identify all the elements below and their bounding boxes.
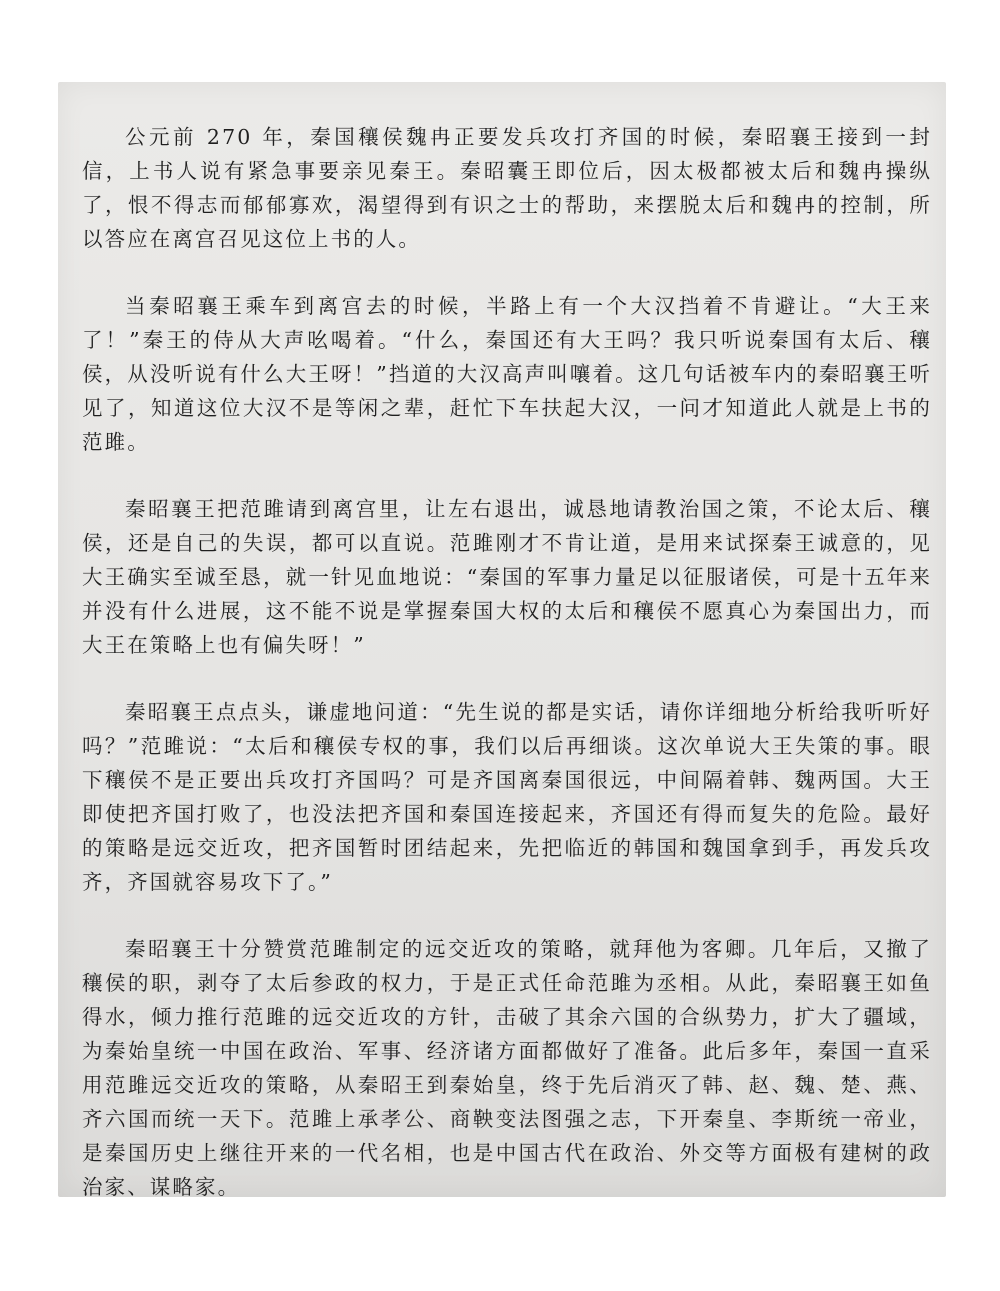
article-body <box>82 120 932 1237</box>
paragraph-1: 公元前 270 年，秦国穰侯魏冉正要发兵攻打齐国的时候，秦昭襄王接到一封信，上书人说有紧急事要亲见秦王。秦昭囊王即位后，因太极都被太后和魏冉操纵了，恨不得志而郁郁寡欢，渴望得到有识之士的帮助，来摆脱太后和魏冉的控制，所以答应在离宫召见这位上书的人。 <box>82 125 932 251</box>
paragraph-5: 秦昭襄王十分赞赏范雎制定的远交近攻的策略，就拜他为客卿。几年后，又撤了穰侯的职，剥夺了太后参政的权力，于是正式任命范雎为丞相。从此，秦昭襄王如鱼得水，倾力推行范雎的远交近攻的方针，击破了其余六国的合纵势力，扩大了疆域，为秦始皇统一中国在政治、军事、经济诸方面都做好了准备。此后多年，秦国一直采用范雎远交近攻的策略，从秦昭王到秦始皇，终于先后消灭了韩、赵、魏、楚、燕、齐六国而统一天下。范雎上承孝公、商鞅变法图强之志，下开秦皇、李斯统一帝业，是秦国历史上继往开来的一代名相，也是中国古代在政治、外交等方面极有建树的政治家、谋略家。 <box>82 937 932 1199</box>
paragraph-3: 秦昭襄王把范雎请到离宫里，让左右退出，诚恳地请教治国之策，不论太后、穰侯，还是自己的失误，都可以直说。范雎刚才不肯让道，是用来试探秦王诚意的，见大王确实至诚至恳，就一针见血地说：“秦国的军事力量足以征服诸侯，可是十五年来并没有什么进展，这不能不说是掌握秦国大权的太后和穰侯不愿真心为秦国出力，而大王在策略上也有偏失呀！” <box>82 497 932 657</box>
paragraph-4: 秦昭襄王点点头，谦虚地问道：“先生说的都是实话，请你详细地分析给我听听好吗？”范雎说：“太后和穰侯专权的事，我们以后再细谈。这次单说大王失策的事。眼下穰侯不是正要出兵攻打齐国吗？可是齐国离秦国很远，中间隔着韩、魏两国。大王即使把齐国打败了，也没法把齐国和秦国连接起来，齐国还有得而复失的危险。最好的策略是远交近攻，把齐国暂时团结起来，先把临近的韩国和魏国拿到手，再发兵攻齐，齐国就容易攻下了。” <box>82 700 932 894</box>
paragraph-2: 当秦昭襄王乘车到离宫去的时候，半路上有一个大汉挡着不肯避让。“大王来了！”秦王的侍从大声吆喝着。“什么，秦国还有大王吗？我只听说秦国有太后、穰侯，从没听说有什么大王呀！”挡道的大汉高声叫嚷着。这几句话被车内的秦昭襄王听见了，知道这位大汉不是等闲之辈，赶忙下车扶起大汉，一问才知道此人就是上书的范雎。 <box>82 294 932 454</box>
